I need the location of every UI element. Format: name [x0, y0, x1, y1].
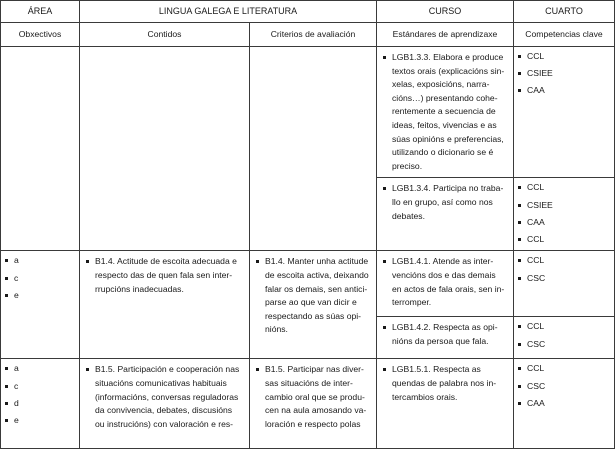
- criteria-text: B1.4. Manter unha actitude de escoita activa, deixando falar os demais, sen antici- parse ao que van dicir e respectando as súas opi- nións.: [265, 256, 369, 335]
- objectives-header: Obxectivos: [1, 23, 80, 47]
- table-row: [1, 359, 615, 449]
- competence-item: CCL: [514, 362, 614, 376]
- criteria-text: B1.5. Participar nas diver- sas situacións de inter- cambio oral que se produ- cen na aula amosando va- loración e respecto polas: [265, 364, 367, 429]
- standard-cell: [377, 251, 514, 317]
- competence-item: CSIEE: [514, 67, 614, 81]
- objectives-cell: [1, 359, 80, 449]
- competences-cell: [514, 251, 615, 317]
- column-header-row: [1, 23, 615, 47]
- contents-cell: [80, 251, 250, 359]
- objectives-cell: [1, 251, 80, 359]
- objective-item: d: [1, 397, 79, 411]
- competence-item: CSC: [514, 272, 614, 286]
- contents-header: Contidos: [80, 23, 250, 47]
- criteria-header: Criterios de avaliación: [250, 23, 377, 47]
- contents-cell: [80, 47, 250, 251]
- standards-header: Estándares de aprendizaxe: [377, 23, 514, 47]
- standard-text: LGB1.3.4. Participa no traba- llo en grupo, así como nos debates.: [392, 183, 504, 221]
- course-value-header: CUARTO: [514, 1, 615, 23]
- competence-item: CCL: [514, 50, 614, 64]
- header-row: [1, 1, 615, 23]
- standard-cell: [377, 178, 514, 251]
- competence-item: CSC: [514, 338, 614, 352]
- objective-item: c: [1, 380, 79, 394]
- objective-item: a: [1, 362, 79, 376]
- standard-cell: [377, 317, 514, 359]
- table-row: [1, 251, 615, 317]
- objective-item: e: [1, 289, 79, 303]
- competences-cell: [514, 47, 615, 178]
- contents-text: B1.4. Actitude de escoita adecuada e respecto das de quen fala sen inter- rrupcións inadecuadas.: [95, 256, 237, 294]
- competence-item: CAA: [514, 84, 614, 98]
- standard-text: LGB1.3.3. Elabora e produce textos orais (explicacións sin- xelas, exposicións, narra- cións…) presentando cohe- rentemente a secuencia de ideas, feitos, vivencias e as súas opinións e preferencias, utilizando o dicionario se é preciso.: [392, 52, 505, 171]
- objective-item: c: [1, 272, 79, 286]
- criteria-cell: [250, 251, 377, 359]
- criteria-cell: [250, 359, 377, 449]
- standard-text: LGB1.5.1. Respecta as quendas de palabra nos in- tercambios orais.: [392, 364, 497, 402]
- competence-item: CCL: [514, 233, 614, 247]
- competences-cell: [514, 317, 615, 359]
- competence-item: CCL: [514, 181, 614, 195]
- course-header: CURSO: [377, 1, 514, 23]
- competences-cell: [514, 178, 615, 251]
- area-header: ÁREA: [1, 1, 80, 23]
- objectives-cell: [1, 47, 80, 251]
- competence-item: CSIEE: [514, 199, 614, 213]
- standard-text: LGB1.4.2. Respecta as opi- nións da persoa que fala.: [392, 322, 498, 346]
- subject-header: LINGUA GALEGA E LITERATURA: [80, 1, 377, 23]
- standard-text: LGB1.4.1. Atende as inter- vencións dos e das demais en actos de fala orais, sen in- terromper.: [392, 256, 505, 308]
- competence-item: CSC: [514, 380, 614, 394]
- competence-item: CAA: [514, 397, 614, 411]
- table-row: [1, 47, 615, 178]
- objective-item: a: [1, 254, 79, 268]
- standard-cell: [377, 359, 514, 449]
- standard-cell: [377, 47, 514, 178]
- contents-cell: [80, 359, 250, 449]
- objective-item: e: [1, 414, 79, 428]
- competence-item: CCL: [514, 320, 614, 334]
- criteria-cell: [250, 47, 377, 251]
- competences-header: Competencias clave: [514, 23, 615, 47]
- contents-text: B1.5. Participación e cooperación nas situacións comunicativas habituais (informacións, conversas reguladoras da convivencia, debates, discusións ou instrucións) con valoración e res-: [95, 364, 240, 429]
- competences-cell: [514, 359, 615, 449]
- competence-item: CAA: [514, 216, 614, 230]
- competence-item: CCL: [514, 254, 614, 268]
